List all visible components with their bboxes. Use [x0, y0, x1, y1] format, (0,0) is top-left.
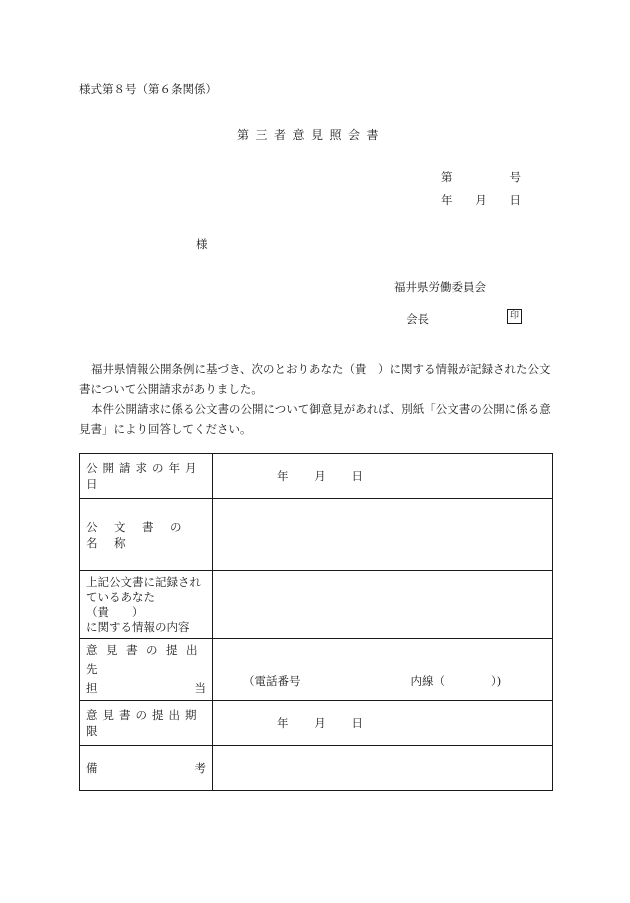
table-row [80, 499, 553, 571]
table-row [80, 454, 553, 499]
submission-label-tou: 当 [194, 681, 206, 695]
request-date-value [277, 468, 363, 484]
document-name-label-cell [80, 499, 213, 571]
request-month: 月 [314, 469, 326, 483]
submission-label-line1: 意見書の提出先 [86, 643, 206, 676]
remarks-label-cell [80, 746, 213, 791]
sender-title: 会長 [406, 312, 429, 326]
info-content-label-line3: に関する情報の内容 [86, 619, 190, 634]
table-row [80, 701, 553, 746]
submission-label-line2 [86, 679, 206, 698]
deadline-label-cell [80, 701, 213, 746]
phone-label: （電話番号 [243, 673, 301, 688]
doc-number-prefix: 第 [441, 170, 453, 184]
info-content-label-cell [80, 571, 213, 639]
request-date-label-text: 公開請求の年月日 [86, 461, 202, 491]
info-content-label-line2: ているあなた（貴 ） [86, 589, 155, 619]
addressee-suffix: 様 [196, 237, 208, 251]
submission-label-cell [80, 639, 213, 701]
table-row [80, 746, 553, 791]
request-date-label [86, 460, 206, 492]
deadline-value-cell [213, 701, 553, 746]
table-row [80, 571, 553, 639]
issue-date [441, 192, 521, 208]
table-row [80, 639, 553, 701]
deadline-label: 意見書の提出期限 [86, 708, 202, 738]
deadline-month: 月 [314, 716, 326, 730]
seal-mark: 印 [507, 309, 522, 324]
submission-value-cell [213, 639, 553, 701]
extension-label: 内線（ ）) [410, 673, 502, 688]
body-paragraph-2: 本件公開請求に係る公文書の公開について御意見があれば、別紙「公文書の公開に係る意見書」により回答してください。 [79, 402, 551, 436]
document-number [441, 169, 521, 185]
submission-label-tan: 担 [86, 681, 98, 695]
body-text [79, 359, 555, 439]
info-content-label-line1: 上記公文書に記録され [86, 574, 201, 589]
phone-line [243, 673, 552, 689]
form-number: 様式第８号（第６条関係） [79, 82, 217, 96]
remarks-label [86, 760, 206, 776]
deadline-day: 日 [351, 716, 363, 730]
remarks-value-cell [213, 746, 553, 791]
deadline-value [277, 715, 363, 731]
request-date-label-cell [80, 454, 213, 499]
page-title: 第三者意見照会書 [237, 128, 386, 142]
document-name-value-cell [213, 499, 553, 571]
body-paragraph-1: 福井県情報公開条例に基づき、次のとおりあなた（貴 ）に関する情報が記録された公文書について公開請求がありました。 [79, 362, 551, 396]
doc-number-suffix: 号 [509, 170, 521, 184]
request-day: 日 [351, 469, 363, 483]
deadline-year: 年 [277, 716, 289, 730]
date-year: 年 [441, 193, 453, 207]
request-year: 年 [277, 469, 289, 483]
sender-organization: 福井県労働委員会 [394, 280, 486, 294]
request-date-value-cell [213, 454, 553, 499]
inquiry-table [79, 453, 553, 791]
date-day: 日 [509, 193, 521, 207]
date-month: 月 [475, 193, 487, 207]
remarks-label-kou: 考 [194, 761, 206, 775]
document-name-label: 公文書の名称 [86, 519, 198, 550]
remarks-label-bi: 備 [86, 761, 98, 775]
info-content-value-cell [213, 571, 553, 639]
